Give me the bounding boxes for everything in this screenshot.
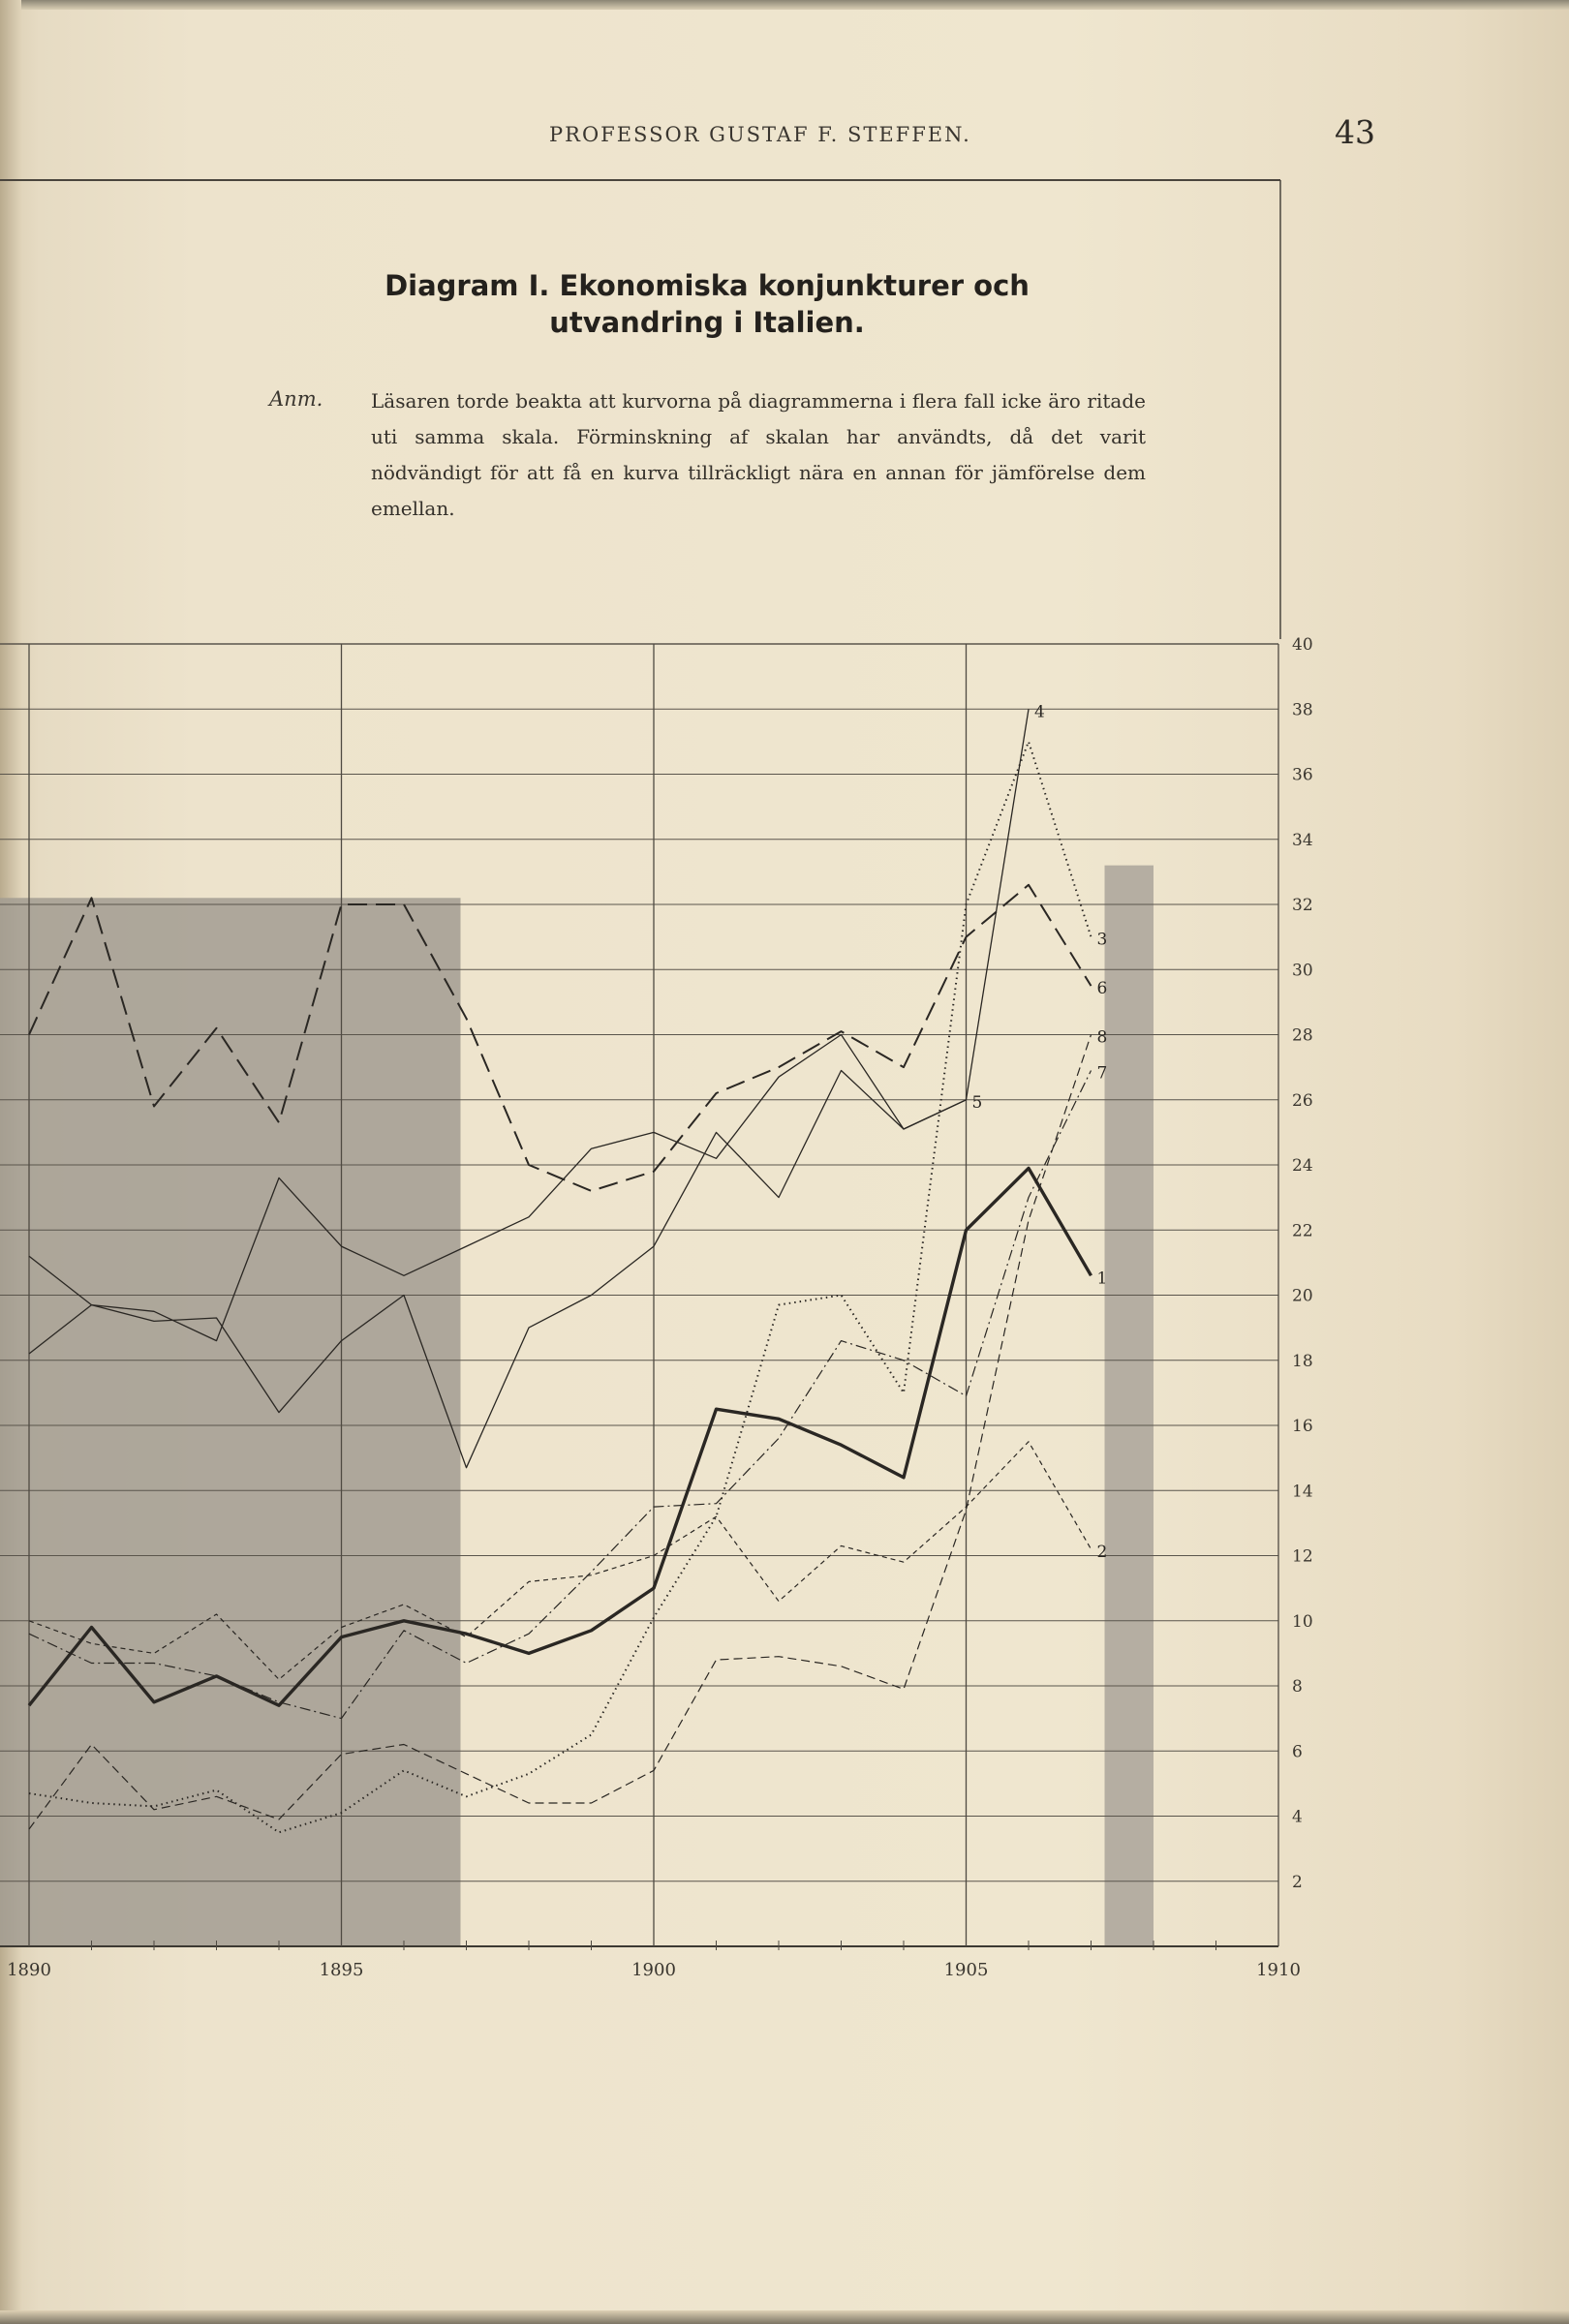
shaded-period: [0, 898, 461, 1946]
y-tick-label: 36: [1292, 765, 1313, 785]
x-tick-label: 1905: [943, 1960, 989, 1980]
note-text: Läsaren torde beakta att kurvorna på diagrammerna i flera fall icke äro ritade uti samma skala. Förminskning af skalan har användts, då det varit nödvändigt för att få en kurva tillräckligt nära en annan för jämförelse dem emellan.: [371, 389, 1146, 520]
running-head: PROFESSOR GUSTAF F. STEFFEN.: [549, 123, 971, 146]
y-tick-label: 24: [1292, 1156, 1313, 1176]
x-tick-label: 1890: [7, 1960, 51, 1980]
y-tick-label: 16: [1292, 1417, 1313, 1436]
y-tick-label: 26: [1292, 1090, 1313, 1111]
y-tick-label: 28: [1292, 1025, 1313, 1046]
y-tick-label: 12: [1292, 1546, 1313, 1567]
page-number: 43: [1335, 113, 1375, 151]
series-label-6: 6: [1096, 979, 1108, 999]
y-tick-label: 32: [1292, 896, 1313, 915]
series-label-2: 2: [1096, 1542, 1108, 1562]
y-tick-label: 38: [1292, 700, 1313, 720]
x-tick-label: 1910: [1256, 1960, 1301, 1980]
y-tick-label: 2: [1292, 1872, 1303, 1892]
y-tick-label: 8: [1292, 1677, 1303, 1697]
series-label-5: 5: [971, 1092, 983, 1113]
y-tick-label: 18: [1292, 1351, 1313, 1371]
note-label: Anm.: [269, 387, 323, 411]
diagram-title-line-1: Diagram I. Ekonomiska konjunkturer och: [385, 269, 1030, 302]
series-label-1: 1: [1096, 1269, 1108, 1289]
y-tick-label: 4: [1292, 1807, 1303, 1827]
y-tick-label: 10: [1292, 1611, 1313, 1632]
diagram-title-line-2: utvandring i Italien.: [549, 306, 865, 339]
x-tick-label: 1900: [631, 1960, 676, 1980]
x-axis-ticks: [7, 1960, 1301, 1980]
y-tick-label: 14: [1292, 1482, 1313, 1502]
y-tick-label: 34: [1292, 830, 1313, 850]
series-label-4: 4: [1034, 702, 1045, 722]
y-axis-ticks: [1292, 635, 1313, 1892]
chart-series-labels: [972, 702, 1108, 1562]
shaded-periods: [0, 866, 1154, 1946]
y-tick-label: 40: [1292, 635, 1313, 655]
series-label-3: 3: [1096, 930, 1108, 950]
y-tick-label: 30: [1292, 961, 1313, 981]
y-tick-label: 20: [1292, 1286, 1313, 1306]
series-label-7: 7: [1096, 1063, 1108, 1084]
y-tick-label: 22: [1292, 1221, 1313, 1241]
x-tick-label: 1895: [319, 1960, 364, 1980]
shaded-period: [1105, 866, 1154, 1946]
y-tick-label: 6: [1292, 1742, 1303, 1762]
series-label-8: 8: [1096, 1027, 1108, 1048]
